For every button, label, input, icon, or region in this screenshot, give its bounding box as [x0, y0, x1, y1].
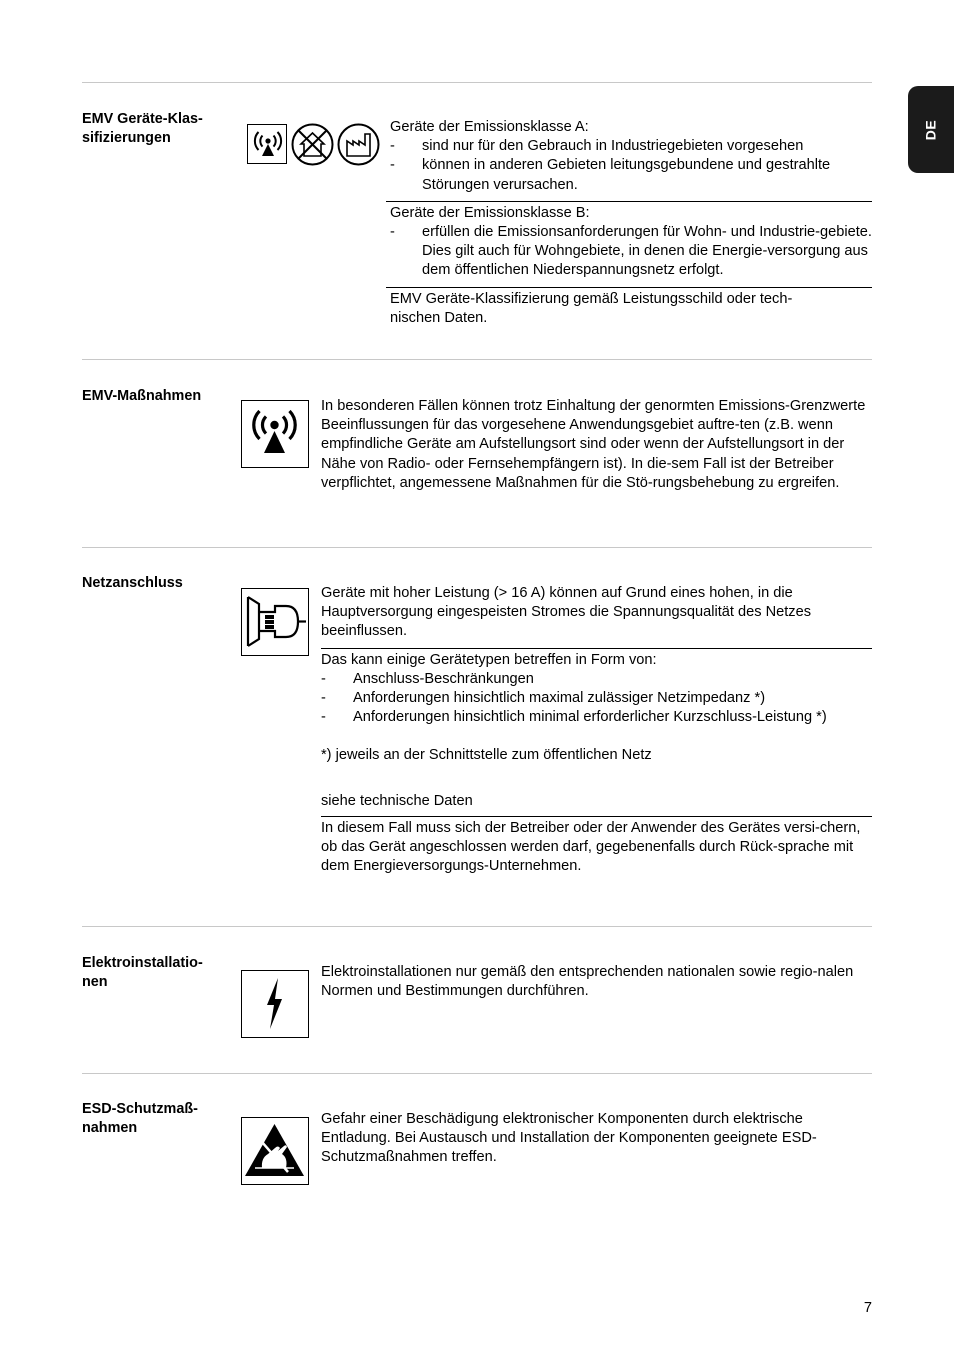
list-item: - erfüllen die Emissionsanforderungen für Wohn- und Industrie-gebiete. Dies gilt auch für Wohngebiete, in denen die Energie-versorgung aus dem öffentlichen Niederspannungsnetz erfolgt.	[390, 224, 872, 279]
section-heading-netzanschluss: Netzanschluss	[82, 575, 183, 591]
emv-massnahmen-text: In besonderen Fällen können trotz Einhaltung der genormten Emissions-Grenzwerte Beeinflussungen für das vorgesehene Anwendungsgebiet auftre-ten (z.B. wenn empfindliche Geräte am Aufstellungsort sind oder wenn der Aufstellungsort in der Nähe von Radio- oder Fernsehempfängern ist). In die-sem Fall ist der Betreiber verpflichtet, angemessene Maßnahmen für die Stö-rungsbehebung zu ergreifen.	[321, 398, 866, 491]
netz-intro: Geräte mit hoher Leistung (> 16 A) können auf Grund eines hohen, in die Hauptversorgung eingespeisten Stromes die Spannungsqualität des Netzes beeinflussen.	[321, 585, 812, 640]
list-item: - Anforderungen hinsichtlich maximal zulässiger Netzimpedanz *)	[321, 690, 766, 707]
netzanschluss-content	[321, 584, 872, 876]
language-tab-label: DE	[922, 119, 939, 140]
netz-list-block	[321, 648, 872, 811]
section-heading-emv-klassifizierungen: EMV Geräte-Klas- sifizierungen	[82, 111, 203, 146]
class-b-title: Geräte der Emissionsklasse B:	[390, 204, 590, 221]
esd-warning-icon	[241, 1117, 309, 1185]
list-item: - können in anderen Gebieten leitungsgebundene und gestrahlte Störungen verursachen.	[390, 157, 831, 193]
section-heading-esd: ESD-Schutzmaß- nahmen	[82, 1101, 198, 1136]
elektroinstallation-text: Elektroinstallationen nur gemäß den entsprechenden nationalen sowie regio-nalen Normen und Bestimmungen durchführen.	[321, 964, 854, 1000]
section-divider	[82, 926, 872, 927]
page-number: 7	[863, 1300, 872, 1316]
netz-footnote: *) jeweils an der Schnittstelle zum öffentlichen Netz	[321, 747, 652, 764]
section-divider	[82, 547, 872, 548]
no-residential-icon	[291, 123, 334, 166]
class-b-block	[386, 201, 872, 281]
netz-list-title: Das kann einige Gerätetypen betreffen in Form von:	[321, 651, 657, 668]
netz-reference: siehe technische Daten	[321, 792, 473, 809]
language-tab[interactable]	[908, 86, 954, 173]
class-a-title: Geräte der Emissionsklasse A:	[390, 119, 589, 135]
classification-note: EMV Geräte-Klassifizierung gemäß Leistungsschild oder tech-nischen Daten.	[386, 287, 872, 328]
radio-interference-icon	[241, 400, 309, 468]
radio-interference-icon	[247, 124, 287, 164]
list-item: - sind nur für den Gebrauch in Industriegebieten vorgesehen	[390, 138, 804, 155]
section-divider	[82, 359, 872, 360]
high-voltage-icon	[241, 970, 309, 1038]
section-divider	[82, 82, 872, 83]
list-item: - Anforderungen hinsichtlich minimal erforderlicher Kurzschluss-Leistung *)	[321, 709, 827, 726]
list-item: - Anschluss-Beschränkungen	[321, 670, 534, 687]
section-divider	[82, 1073, 872, 1074]
section-heading-elektroinstallationen: Elektroinstallatio- nen	[82, 955, 203, 990]
section-heading-emv-massnahmen: EMV-Maßnahmen	[82, 388, 202, 404]
emv-classification-content	[386, 118, 872, 328]
plug-icon	[241, 588, 309, 656]
netz-closing: In diesem Fall muss sich der Betreiber oder der Anwender des Gerätes versi-chern, ob das Gerät angeschlossen werden darf, gegebenenfalls durch Rück-sprache mit dem Energieversorgungs-Unternehmen.	[321, 816, 872, 877]
industrial-icon	[337, 123, 380, 166]
esd-text: Gefahr einer Beschädigung elektronischer Komponenten durch elektrische Entladung. Bei Austausch und Installation der Komponenten geeignete ESD-Schutzmaßnahmen treffen.	[321, 1111, 817, 1166]
